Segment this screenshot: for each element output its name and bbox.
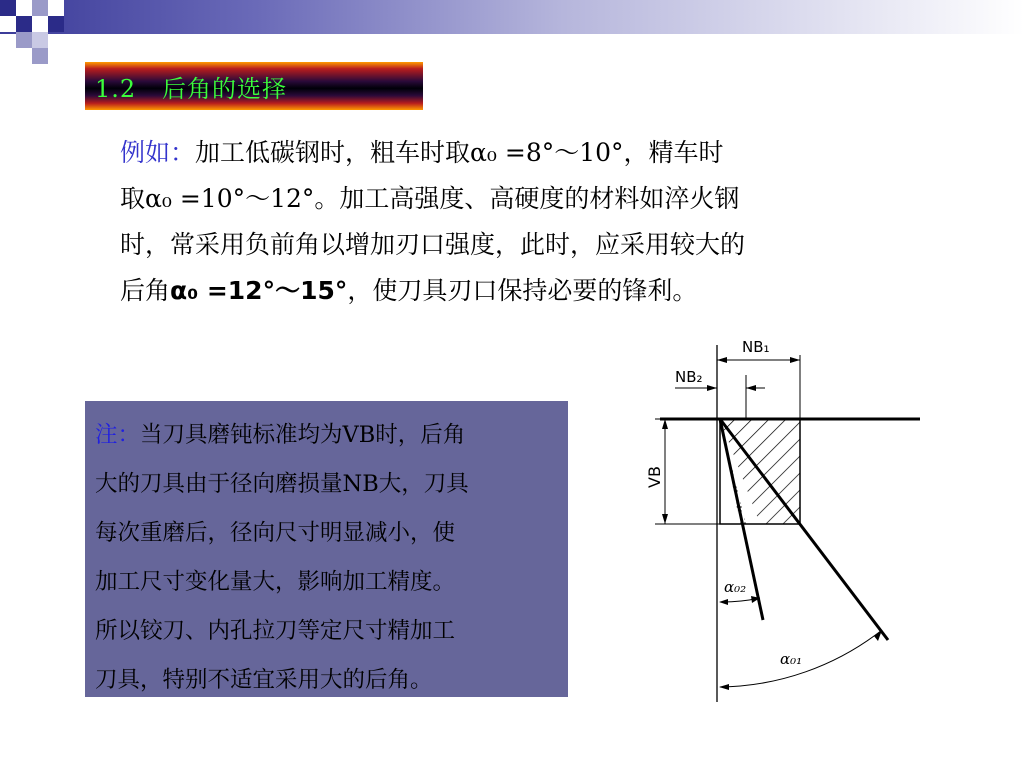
decor-square xyxy=(48,16,64,32)
alpha01-arrow xyxy=(874,630,882,641)
vb-label: VB xyxy=(645,466,664,488)
note-line-6: 刀具，特别不适宜采用大的后角。 xyxy=(95,667,433,693)
decor-square xyxy=(32,32,48,48)
example-line-1 xyxy=(120,130,920,176)
example-line-4-prefix: 后角 xyxy=(120,276,171,305)
note-line-2: 大的刀具由于径向磨损量NB大，刀具 xyxy=(95,471,469,497)
alpha02-label: α₀₂ xyxy=(724,578,747,596)
nb1-arrow-left xyxy=(717,357,727,363)
wear-diagram xyxy=(620,330,950,710)
example-label: 例如： xyxy=(120,138,196,167)
nb1-label: NB₁ xyxy=(742,338,770,356)
alpha01-arrow-left xyxy=(719,684,729,690)
section-title-bar xyxy=(85,62,423,110)
example-line-4-suffix: ，使刀具刃口保持必要的锋利。 xyxy=(347,276,698,305)
decor-square xyxy=(32,48,48,64)
flank-line-alpha01 xyxy=(720,419,888,640)
note-line-4: 加工尺寸变化量大，影响加工精度。 xyxy=(95,569,456,595)
decor-square xyxy=(16,32,32,48)
nb1-arrow-right xyxy=(790,357,800,363)
example-line-2: 取α₀ =10°～12°。加工高强度、高硬度的材料如淬火钢 xyxy=(120,184,740,213)
note-line-3: 每次重磨后，径向尺寸明显减小，使 xyxy=(95,520,456,546)
example-paragraph xyxy=(120,130,920,314)
decor-square xyxy=(48,0,64,16)
decor-square xyxy=(16,0,32,16)
nb2-arrow-left xyxy=(707,385,717,391)
example-highlight-angle: α₀ =12°～15° xyxy=(170,276,348,305)
note-line-1 xyxy=(95,411,560,460)
decor-square xyxy=(32,0,48,16)
alpha02-arrow-left xyxy=(719,599,728,605)
nb2-arrow-right xyxy=(746,385,756,391)
nb2-label: NB₂ xyxy=(675,368,703,386)
decor-square xyxy=(0,0,16,16)
decor-square xyxy=(32,16,48,32)
note-line-5: 所以铰刀、内孔拉刀等定尺寸精加工 xyxy=(95,618,456,644)
decor-square xyxy=(0,16,16,32)
example-line-3: 时，常采用负前角以增加刃口强度，此时，应采用较大的 xyxy=(120,230,746,259)
note-text: 当刀具磨钝标准均为VB时，后角 xyxy=(140,422,466,448)
example-line-4 xyxy=(120,268,920,314)
example-text: 加工低碳钢时，粗车时取α₀ =8°～10°，精车时 xyxy=(195,138,724,167)
decor-square xyxy=(16,16,32,32)
vb-arrow-bottom xyxy=(662,514,668,524)
header-gradient-bar xyxy=(0,0,1024,34)
note-box xyxy=(85,401,568,697)
alpha01-label: α₀₁ xyxy=(780,650,803,668)
section-title: 1.2 后角的选择 xyxy=(95,74,288,103)
note-label: 注： xyxy=(95,422,141,448)
